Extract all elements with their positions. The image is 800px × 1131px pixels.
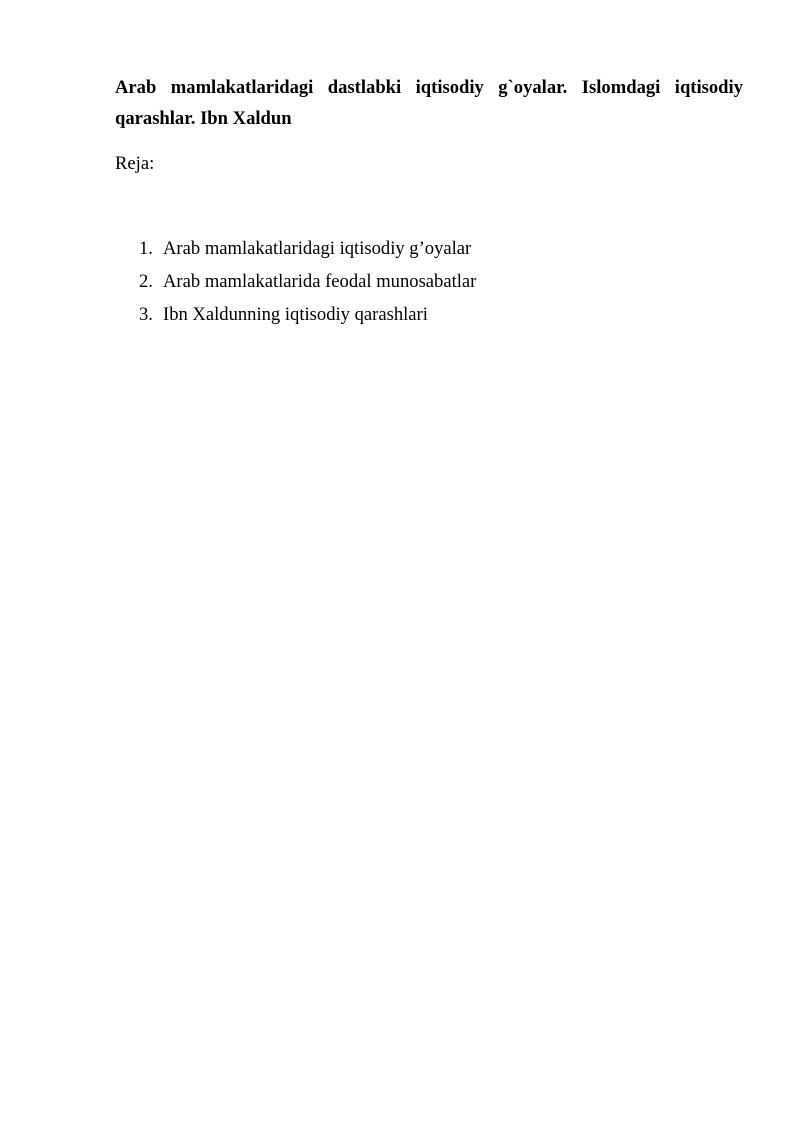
plan-label: Reja: (115, 153, 155, 174)
plan-item-number: 1. (139, 238, 153, 259)
document-title: Arab mamlakatlaridagi dastlabki iqtisodiy g`oyalar. Islomdagi iqtisodiy qarashlar. Ibn Xaldun (115, 77, 743, 129)
plan-item-number: 3. (139, 304, 153, 325)
plan-item-text: Ibn Xaldunning iqtisodiy qarashlari (163, 304, 428, 325)
plan-item-text: Arab mamlakatlarida feodal munosabatlar (163, 271, 477, 292)
plan-item-text: Arab mamlakatlaridagi iqtisodiy g’oyalar (163, 238, 472, 259)
plan-item-number: 2. (139, 271, 153, 292)
